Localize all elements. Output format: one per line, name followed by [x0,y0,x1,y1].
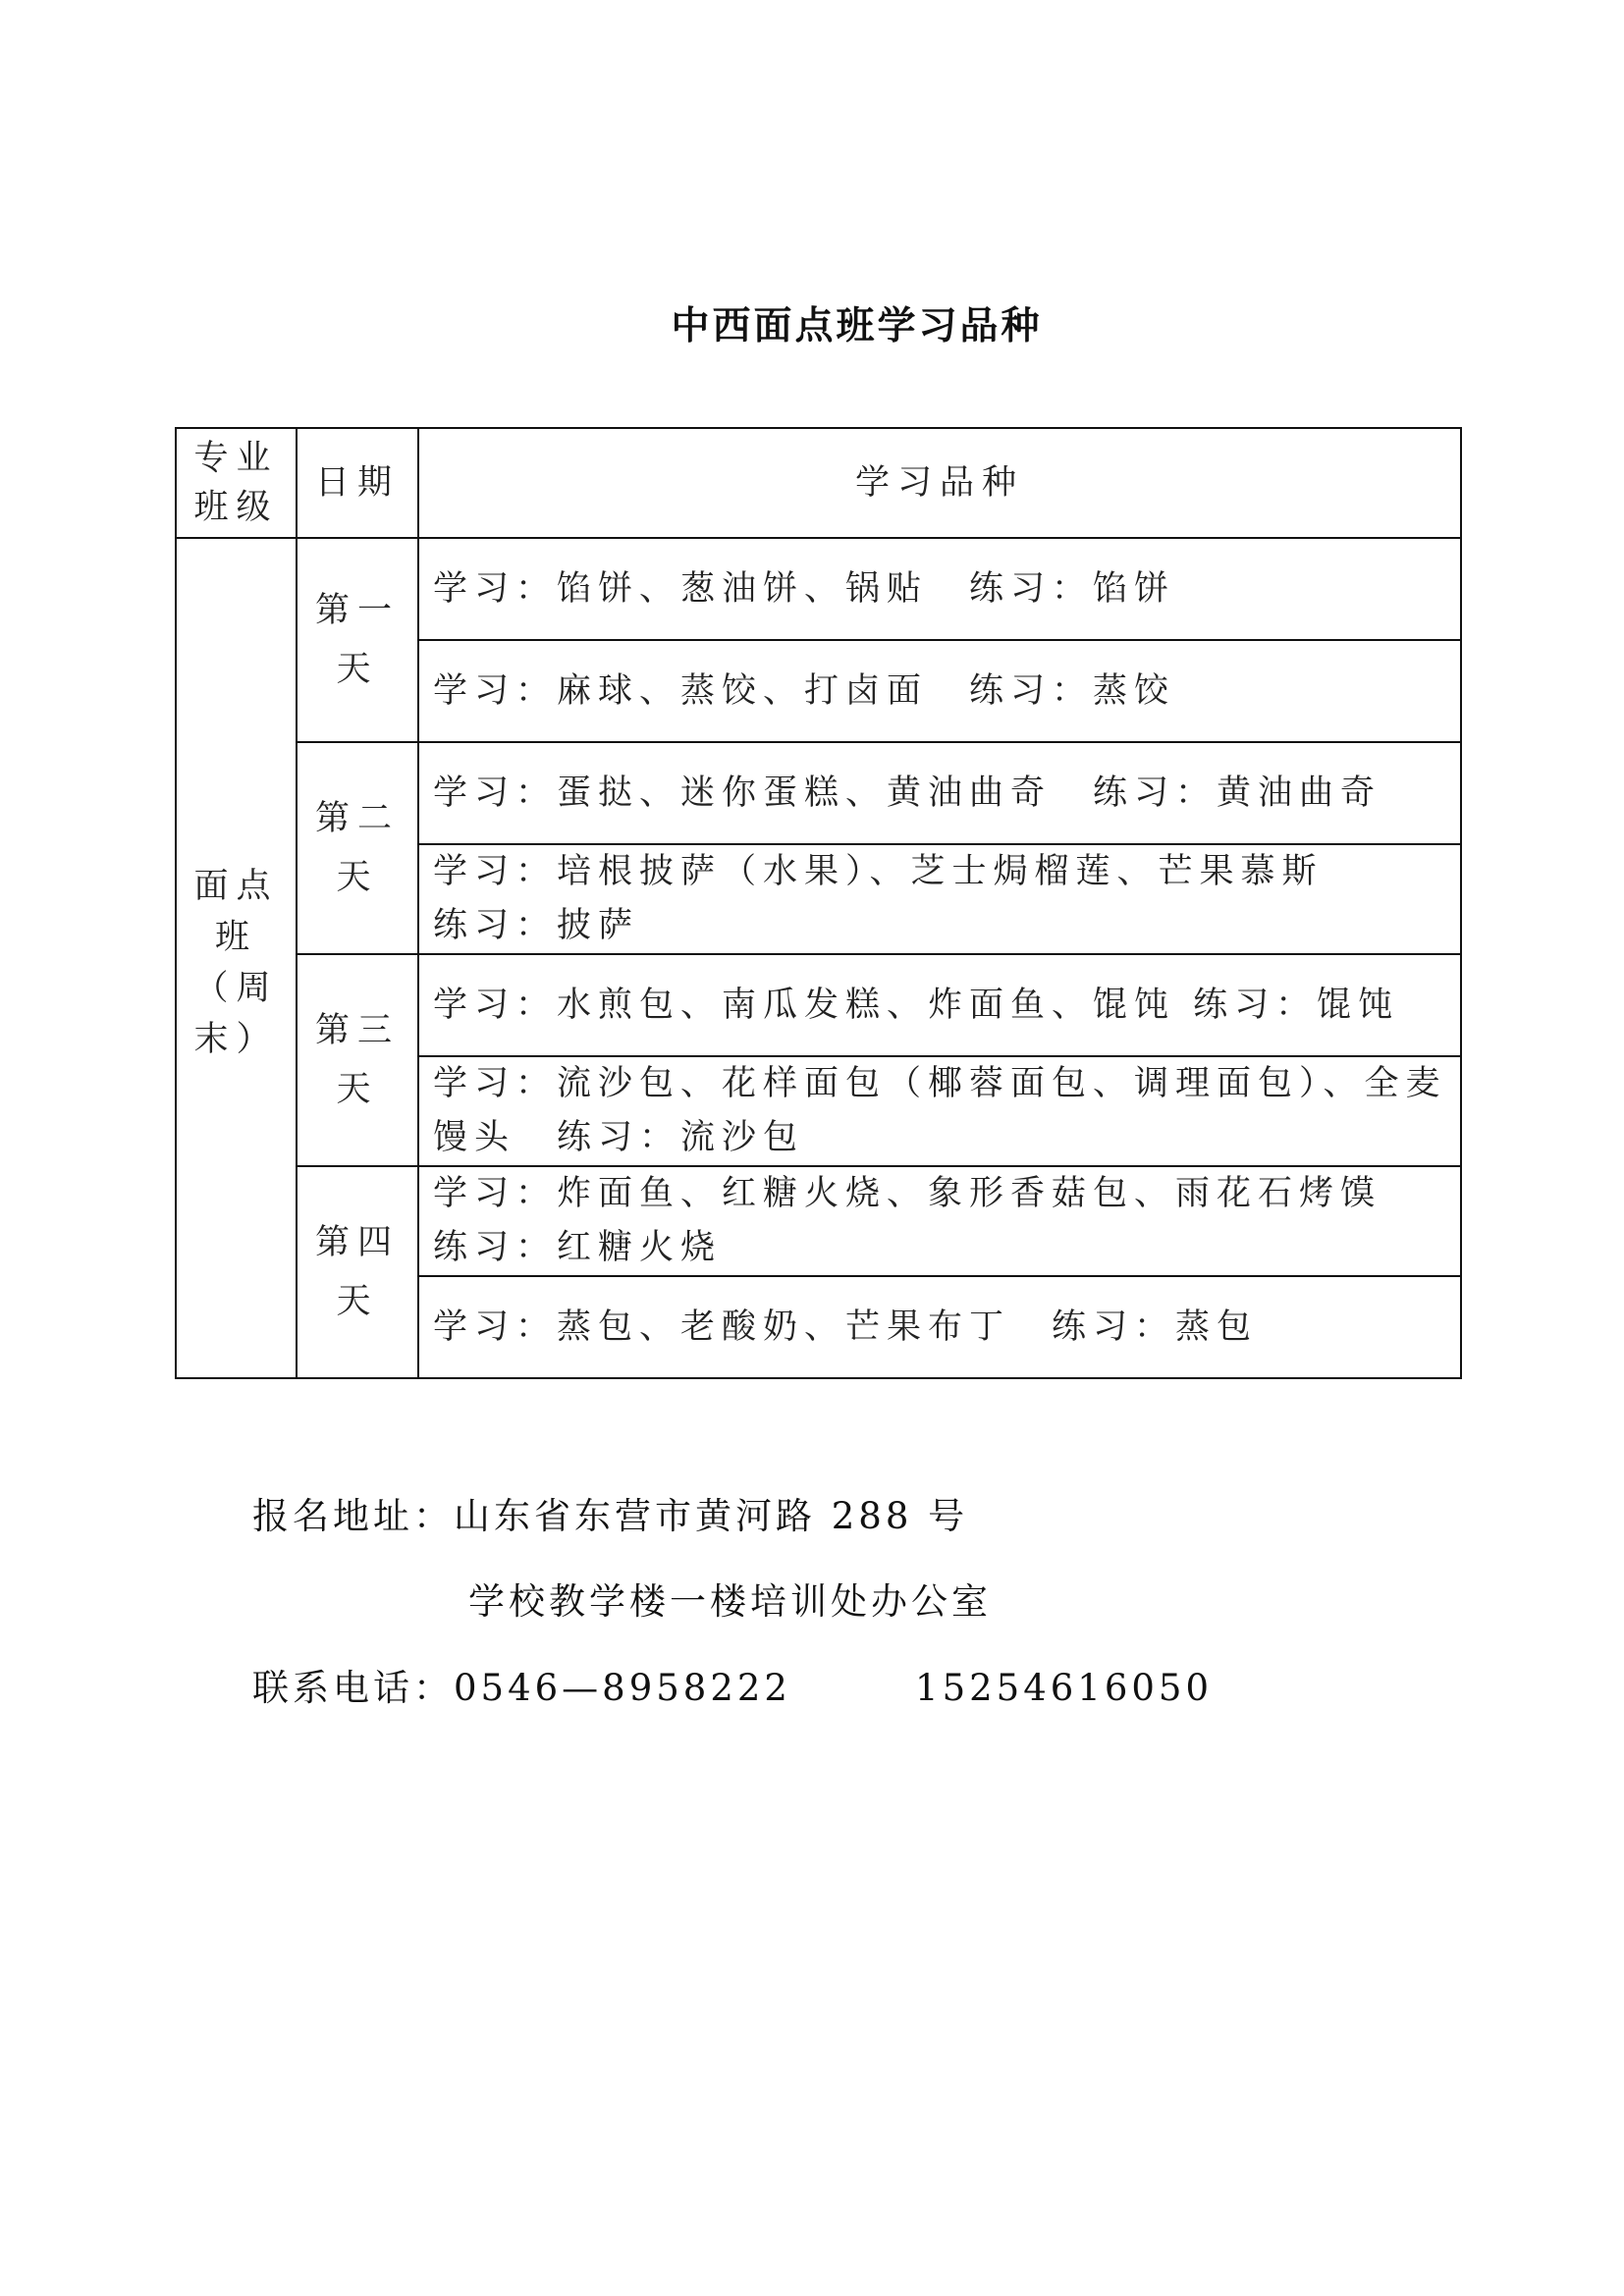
day-4-cell: 第四天 [297,1166,418,1378]
day-2-item-1: 学习：蛋挞、迷你蛋糕、黄油曲奇 练习：黄油曲奇 [418,742,1461,844]
header-items: 学习品种 [418,428,1461,538]
table-row [176,954,1461,1056]
header-class: 专业班级 [176,428,297,538]
table-row [176,742,1461,844]
day-3-item-2: 学习：流沙包、花样面包（椰蓉面包、调理面包）、全麦馒头 练习：流沙包 [418,1056,1461,1166]
address-line-1: 报名地址：山东省东营市黄河路 288 号 [252,1495,969,1537]
day-4-item-2: 学习：蒸包、老酸奶、芒果布丁 练习：蒸包 [418,1276,1461,1378]
table-row [176,538,1461,640]
day-2-item-2: 学习：培根披萨（水果）、芝士焗榴莲、芒果慕斯 练习：披萨 [418,844,1461,954]
table-header-row [176,428,1461,538]
schedule-table [175,427,1462,1379]
day-1-cell: 第一天 [297,538,418,742]
day-3-item-1: 学习：水煎包、南瓜发糕、炸面鱼、馄饨 练习：馄饨 [418,954,1461,1056]
day-4-item-1: 学习：炸面鱼、红糖火烧、象形香菇包、雨花石烤馍 练习：红糖火烧 [418,1166,1461,1276]
day-2-cell: 第二天 [297,742,418,954]
day-1-item-1: 学习：馅饼、葱油饼、锅贴 练习：馅饼 [418,538,1461,640]
header-date: 日期 [297,428,418,538]
day-3-cell: 第三天 [297,954,418,1166]
address-line-2: 学校教学楼一楼培训处办公室 [468,1580,992,1623]
page-title: 中西面点班学习品种 [671,304,1043,348]
phone-line: 联系电话：0546—8958222 15254616050 [252,1667,1213,1709]
table-row [176,1166,1461,1276]
day-1-item-2: 学习：麻球、蒸饺、打卤面 练习：蒸饺 [418,640,1461,742]
class-name-cell: 面点班（周末） [176,538,297,1378]
